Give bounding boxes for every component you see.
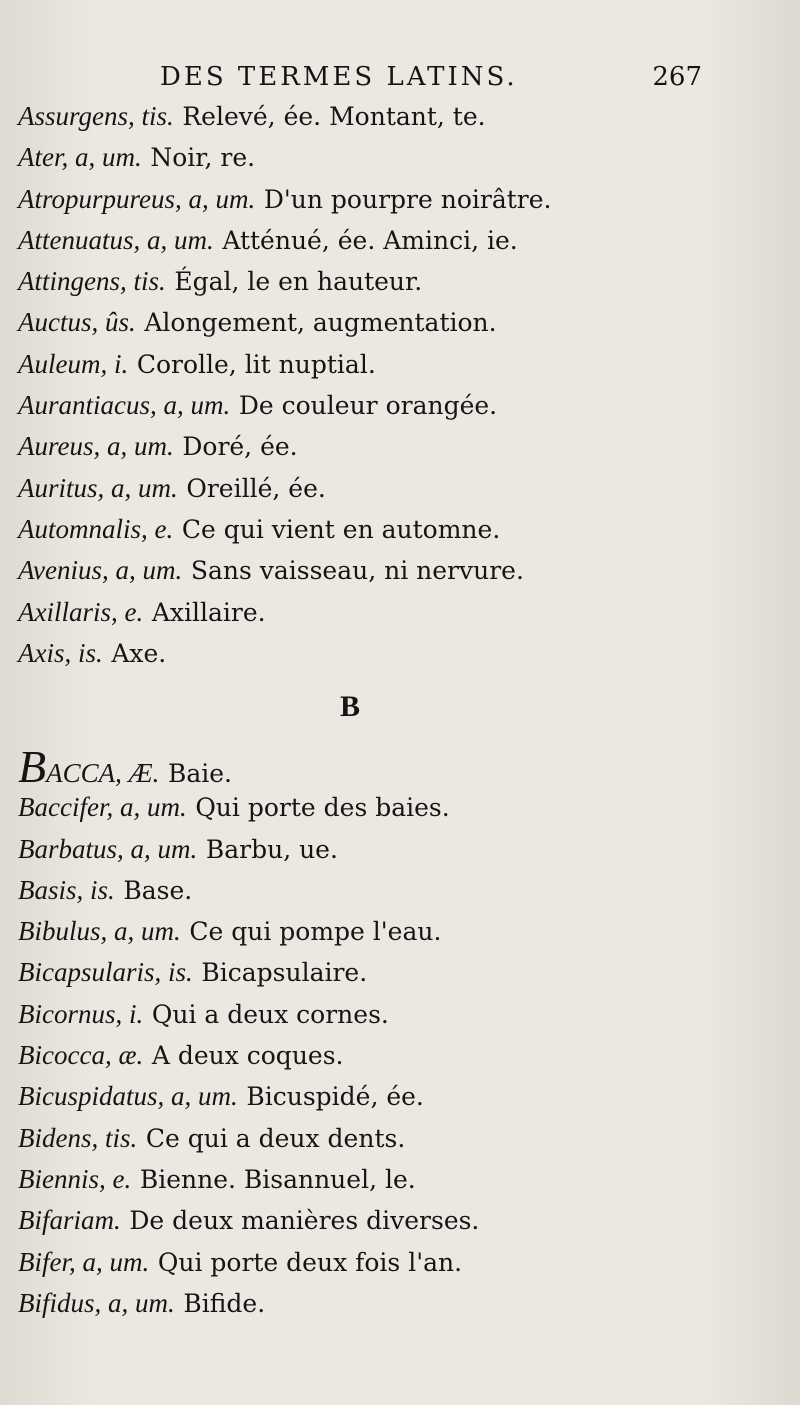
entry-term: Aurantiacus, a, um. — [18, 390, 231, 421]
entry-definition: Base. — [123, 875, 193, 905]
dictionary-entry — [18, 1159, 778, 1200]
entry-term: Bidens, tis. — [18, 1122, 138, 1153]
entry-term: Auritus, a, um. — [18, 472, 178, 503]
entry-definition: Qui porte deux fois l'an. — [157, 1247, 463, 1277]
entry-definition: Ce qui a deux dents. — [145, 1123, 406, 1153]
entry-definition: Bicuspidé, ée. — [246, 1082, 424, 1112]
entry-term: Bicapsularis, is. — [18, 957, 193, 988]
entry-term: Axis, is. — [18, 637, 103, 668]
entry-term: Barbatus, a, um. — [18, 833, 198, 864]
entry-term: Bifidus, a, um. — [18, 1287, 175, 1318]
entry-term: Atropurpureus, a, um. — [18, 183, 256, 214]
entry-term: Bicocca, æ. — [18, 1040, 144, 1071]
entry-term: Bibulus, a, um. — [18, 916, 181, 947]
drop-cap: B — [18, 741, 47, 792]
dictionary-entry — [18, 994, 778, 1035]
entry-definition: D'un pourpre noirâtre. — [263, 184, 552, 214]
entry-definition: Bifide. — [183, 1288, 266, 1318]
entry-definition: A deux coques. — [151, 1041, 344, 1071]
entry-term: Auleum, i. — [18, 348, 129, 379]
entry-term: Bifer, a, um. — [18, 1246, 150, 1277]
dictionary-entry — [18, 179, 778, 220]
entry-term: Aureus, a, um. — [18, 431, 174, 462]
dictionary-entry — [18, 592, 778, 633]
entry-term: Basis, is. — [18, 874, 115, 905]
dictionary-entry — [18, 344, 778, 385]
entry-term: Attingens, tis. — [18, 266, 166, 297]
entry-term: Assurgens, tis. — [18, 101, 174, 131]
entry-definition: Sans vaisseau, ni nervure. — [190, 556, 524, 586]
entry-term: Automnalis, e. — [18, 513, 174, 544]
entry-definition: Ce qui pompe l'eau. — [189, 917, 442, 947]
entry-definition: Ce qui vient en automne. — [181, 514, 501, 544]
dictionary-entry — [18, 550, 778, 591]
entry-definition: Bienne. Bisannuel, le. — [139, 1164, 416, 1194]
entry-definition: Relevé, ée. Montant, te. — [182, 102, 486, 131]
header-title: DES TERMES LATINS. — [160, 62, 518, 92]
entry-term: Bicuspidatus, a, um. — [18, 1081, 238, 1112]
entry-definition: Noir, re. — [150, 143, 256, 173]
entry-definition: Barbu, ue. — [205, 834, 338, 864]
entry-term: Attenuatus, a, um. — [18, 224, 214, 255]
entry-term: Ater, a, um. — [18, 142, 142, 173]
dictionary-entry — [18, 468, 778, 509]
dictionary-entry — [18, 633, 778, 674]
entry-definition: De couleur orangée. — [238, 391, 498, 421]
entry-term: ACCA, Æ. — [46, 758, 160, 788]
entry-definition: De deux manières diverses. — [129, 1206, 480, 1236]
dictionary-entry — [18, 870, 778, 911]
entry-definition: Baie. — [167, 759, 232, 788]
dictionary-entry — [18, 302, 778, 343]
dictionary-entry — [18, 1035, 778, 1076]
dictionary-entry — [18, 787, 778, 828]
entry-definition: Axillaire. — [151, 597, 266, 627]
running-header — [160, 58, 720, 98]
entry-term: Axillaris, e. — [18, 596, 144, 627]
entry-term: Bifariam. — [18, 1205, 121, 1236]
dictionary-entry — [18, 220, 778, 261]
dictionary-entry — [18, 829, 778, 870]
entries-b-list — [18, 741, 778, 1324]
dictionary-entry — [18, 137, 778, 178]
entry-definition: Doré, ée. — [182, 432, 298, 462]
section-letter: B — [339, 690, 360, 723]
dictionary-entry — [18, 952, 778, 993]
entry-definition: Qui porte des baies. — [195, 793, 450, 823]
entry-term: Avenius, a, um. — [18, 555, 183, 586]
dictionary-entry — [18, 1283, 778, 1324]
dictionary-entry — [18, 1242, 778, 1283]
dictionary-entry — [18, 1076, 778, 1117]
entry-definition: Atténué, ée. Aminci, ie. — [222, 225, 518, 255]
dictionary-entry — [18, 1200, 778, 1241]
dictionary-entry — [18, 741, 778, 792]
entry-definition: Corolle, lit nuptial. — [136, 349, 376, 379]
dictionary-entry — [18, 426, 778, 467]
dictionary-entry — [18, 385, 778, 426]
page-number: 267 — [652, 62, 702, 92]
entries-a-list — [18, 96, 778, 674]
entry-definition: Alongement, augmentation. — [144, 308, 497, 338]
dictionary-entry — [18, 96, 778, 137]
entry-term: Auctus, ûs. — [18, 307, 136, 338]
entry-definition: Bicapsulaire. — [201, 958, 368, 988]
entry-definition: Axe. — [111, 638, 167, 668]
entry-definition: Oreillé, ée. — [186, 473, 326, 503]
dictionary-entry — [18, 1118, 778, 1159]
entry-term: Biennis, e. — [18, 1163, 132, 1194]
dictionary-entry — [18, 509, 778, 550]
entry-definition: Égal, le en hauteur. — [174, 267, 423, 297]
entry-term: Baccifer, a, um. — [18, 792, 187, 823]
entry-definition: Qui a deux cornes. — [151, 999, 389, 1029]
dictionary-entry — [18, 261, 778, 302]
entry-term: Bicornus, i. — [18, 998, 144, 1029]
dictionary-entry — [18, 911, 778, 952]
